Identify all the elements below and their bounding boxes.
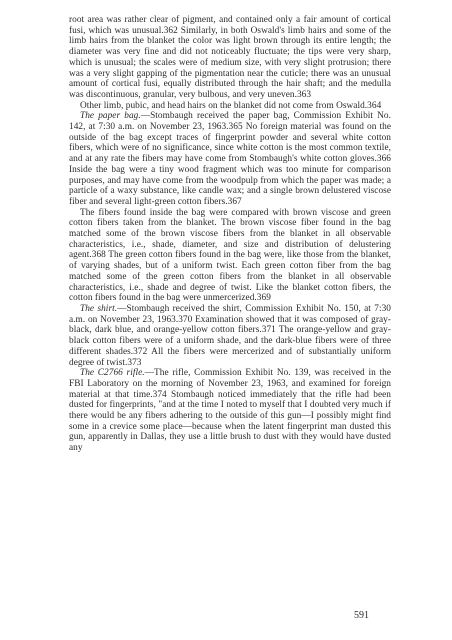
section-heading: The C2766 rifle.: [80, 368, 145, 379]
paragraph-text: root area was rather clear of pigment, and contained only a fair amount of cortical fusi, which was unusual.362 Similarly, in both Oswald's limb hairs and some of the limb hairs from the blanket the color was light brown through its entire length; the diameter was very fine and did not noticeably fluctuate; the tips were very sharp, which is unusual; the scales were of medium size, with very slight protrusion; there was a very slight gapping of the pigmentation near the cuticle; there was an unusual amount of cortical fusi, equally distributed through the hair shaft; and the medulla was discontinuous, granular, very bulbous, and very uneven.363: [69, 15, 391, 100]
section-heading: The paper bag.: [80, 111, 141, 122]
paragraph-text: —Stombaugh received the paper bag, Commission Exhibit No. 142, at 7:30 a.m. on November 23, 1963.365 No foreign material was found on the outside of the bag except traces of fingerprint powder and several white cotton fibers, which were of no significance, since white cotton is the most common textile, and at any rate the fibers may have come from Stombaugh's white cotton gloves.366 Inside the bag were a tiny wood fragment which was too minute for comparison purposes, and may have come from the woodpulp from which the paper was made; a particle of a waxy substance, like candle wax; and a single brown delustered viscose fiber and several light-green cotton fibers.367: [69, 111, 391, 207]
paragraph-text: The fibers found inside the bag were compared with brown viscose and green cotton fibers taken from the blanket. The brown viscose fiber found in the bag matched some of the brown viscose fibers from the blanket in all observable characteristics, i.e., shade, diameter, and size and distribution of delustering agent.368 The green cotton fibers found in the bag were, like those from the blanket, of varying shades, but of a uniform twist. Each green cotton fiber from the bag matched some of the green cotton fibers from the blanket in all observable characteristics, i.e., shade and degree of twist. Like the blanket cotton fibers, the cotton fibers found in the bag were unmercerized.369: [69, 207, 391, 304]
page-number: 591: [354, 610, 369, 621]
paragraph-text: Other limb, pubic, and head hairs on the blanket did not come from Oswald.364: [80, 100, 382, 111]
paragraph-rifle: [69, 368, 391, 454]
section-heading: The shirt.: [80, 303, 118, 314]
paragraph-shirt: [69, 304, 391, 368]
page-body: [69, 15, 391, 454]
paragraph-paper-bag: [69, 111, 391, 207]
paragraph-text: —The rifle, Commission Exhibit No. 139, was received in the FBI Laboratory on the morning of November 23, 1963, and examined for foreign material at that time.374 Stombaugh noticed immediately that the rifle had been dusted for fingerprints, "and at the time I noted to myself that I doubted very much if there would be any fibers adhering to the outside of this gun—I possibly might find some in a crevice some place—because when the latent fingerprint man dusted this gun, apparently in Dallas, they use a little brush to dust with they would have dusted any: [69, 368, 392, 454]
paragraph-1: [69, 15, 391, 101]
paragraph-4: [69, 208, 391, 304]
paragraph-2: [69, 101, 391, 112]
paragraph-text: —Stombaugh received the shirt, Commission Exhibit No. 150, at 7:30 a.m. on November 23, 1963.370 Examination showed that it was composed of gray-black, dark blue, and orange-yellow cotton fibers.371 The orange-yellow and gray-black cotton fibers were of a uniform shade, and the dark-blue fibers were of three different shades.372 All the fibers were mercerized and of substantially uniform degree of twist.373: [69, 303, 391, 368]
